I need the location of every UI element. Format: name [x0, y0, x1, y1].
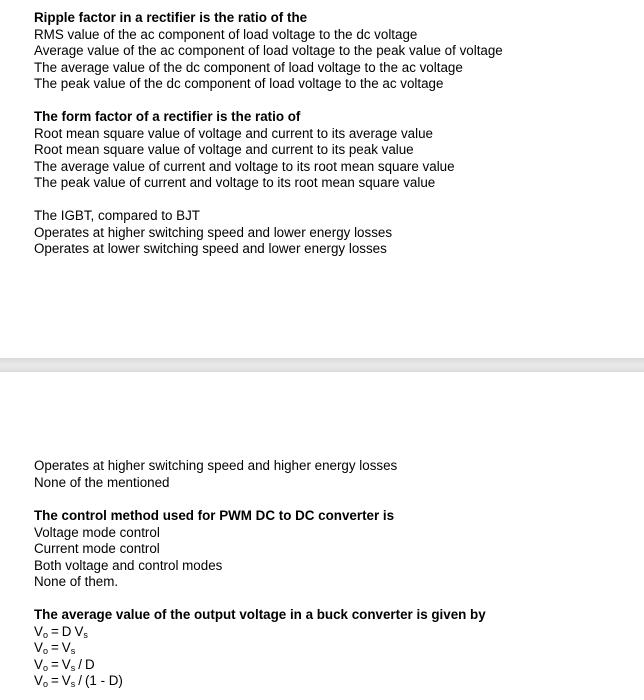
question-buck-converter: The average value of the output voltage in a buck converter is given by: [34, 607, 486, 622]
page-divider: [0, 358, 644, 372]
formula-one-minus-d: (1 - D): [84, 673, 123, 688]
formula-v: V: [34, 640, 43, 655]
formula-equals: =: [50, 623, 59, 639]
formula-v: V: [34, 623, 43, 639]
question-form-factor: The form factor of a rectifier is the ratio of: [34, 109, 301, 124]
formula-v: V: [34, 673, 43, 688]
option-pwm-control-1[interactable]: Voltage mode control: [34, 524, 160, 540]
page-section-bottom: [0, 372, 644, 700]
question-pwm-control: The control method used for PWM DC to DC converter is: [34, 508, 395, 523]
formula-sub-o: o: [42, 679, 48, 689]
formula-slash: /: [78, 673, 82, 688]
option-form-factor-4[interactable]: The peak value of current and voltage to its root mean square value: [34, 175, 436, 190]
formula-d: D: [61, 623, 72, 639]
question-ripple-factor: Ripple factor in a rectifier is the ratio of the: [34, 10, 308, 25]
question-block-igbt-continued: [34, 458, 634, 491]
option-form-factor-3[interactable]: The average value of current and voltage to its root mean square value: [34, 158, 455, 174]
option-pwm-control-4[interactable]: None of them.: [34, 574, 119, 589]
formula-equals: =: [50, 640, 59, 655]
question-block-buck-converter: [34, 607, 634, 690]
formula-v: V: [34, 656, 43, 672]
question-block-pwm-control: [34, 508, 634, 591]
option-buck-converter-1[interactable]: [34, 624, 634, 641]
formula-sub-s: s: [83, 629, 88, 640]
question-block-form-factor: [34, 109, 634, 192]
formula-equals: =: [50, 673, 59, 688]
option-ripple-factor-3[interactable]: The average value of the dc component of load voltage to the ac voltage: [34, 59, 463, 75]
formula-equals: =: [50, 656, 59, 672]
option-igbt-1[interactable]: Operates at higher switching speed and lower energy losses: [34, 224, 393, 240]
formula-sub-o: o: [42, 662, 48, 673]
option-igbt-4[interactable]: None of the mentioned: [34, 474, 170, 490]
formula-sub-s: s: [70, 646, 76, 656]
formula-sub-o: o: [42, 629, 48, 640]
formula-v: V: [61, 640, 71, 655]
option-igbt-2[interactable]: Operates at lower switching speed and lower energy losses: [34, 241, 387, 256]
formula-v: V: [74, 623, 84, 639]
option-buck-converter-4[interactable]: [34, 673, 634, 690]
option-pwm-control-3[interactable]: Both voltage and control modes: [34, 557, 223, 573]
option-form-factor-2[interactable]: Root mean square value of voltage and current to its peak value: [34, 142, 414, 157]
option-pwm-control-2[interactable]: Current mode control: [34, 541, 160, 556]
formula-v: V: [61, 656, 71, 672]
question-igbt: The IGBT, compared to BJT: [34, 208, 200, 223]
option-igbt-3[interactable]: Operates at higher switching speed and higher energy losses: [34, 458, 398, 473]
option-ripple-factor-2[interactable]: Average value of the ac component of load voltage to the peak value of voltage: [34, 43, 503, 58]
formula-sub-s: s: [70, 662, 76, 673]
option-buck-converter-3[interactable]: [34, 657, 634, 674]
option-ripple-factor-1[interactable]: RMS value of the ac component of load voltage to the dc voltage: [34, 26, 418, 42]
option-buck-converter-2[interactable]: [34, 640, 634, 657]
formula-sub-o: o: [42, 646, 48, 656]
formula-slash: /: [78, 656, 82, 672]
formula-v: V: [61, 673, 71, 688]
question-block-ripple-factor: [34, 10, 634, 93]
question-block-igbt: [34, 208, 634, 258]
formula-d: D: [84, 656, 95, 672]
formula-sub-s: s: [70, 679, 76, 689]
option-form-factor-1[interactable]: Root mean square value of voltage and current to its average value: [34, 125, 433, 141]
option-ripple-factor-4[interactable]: The peak value of the dc component of load voltage to the ac voltage: [34, 76, 444, 91]
